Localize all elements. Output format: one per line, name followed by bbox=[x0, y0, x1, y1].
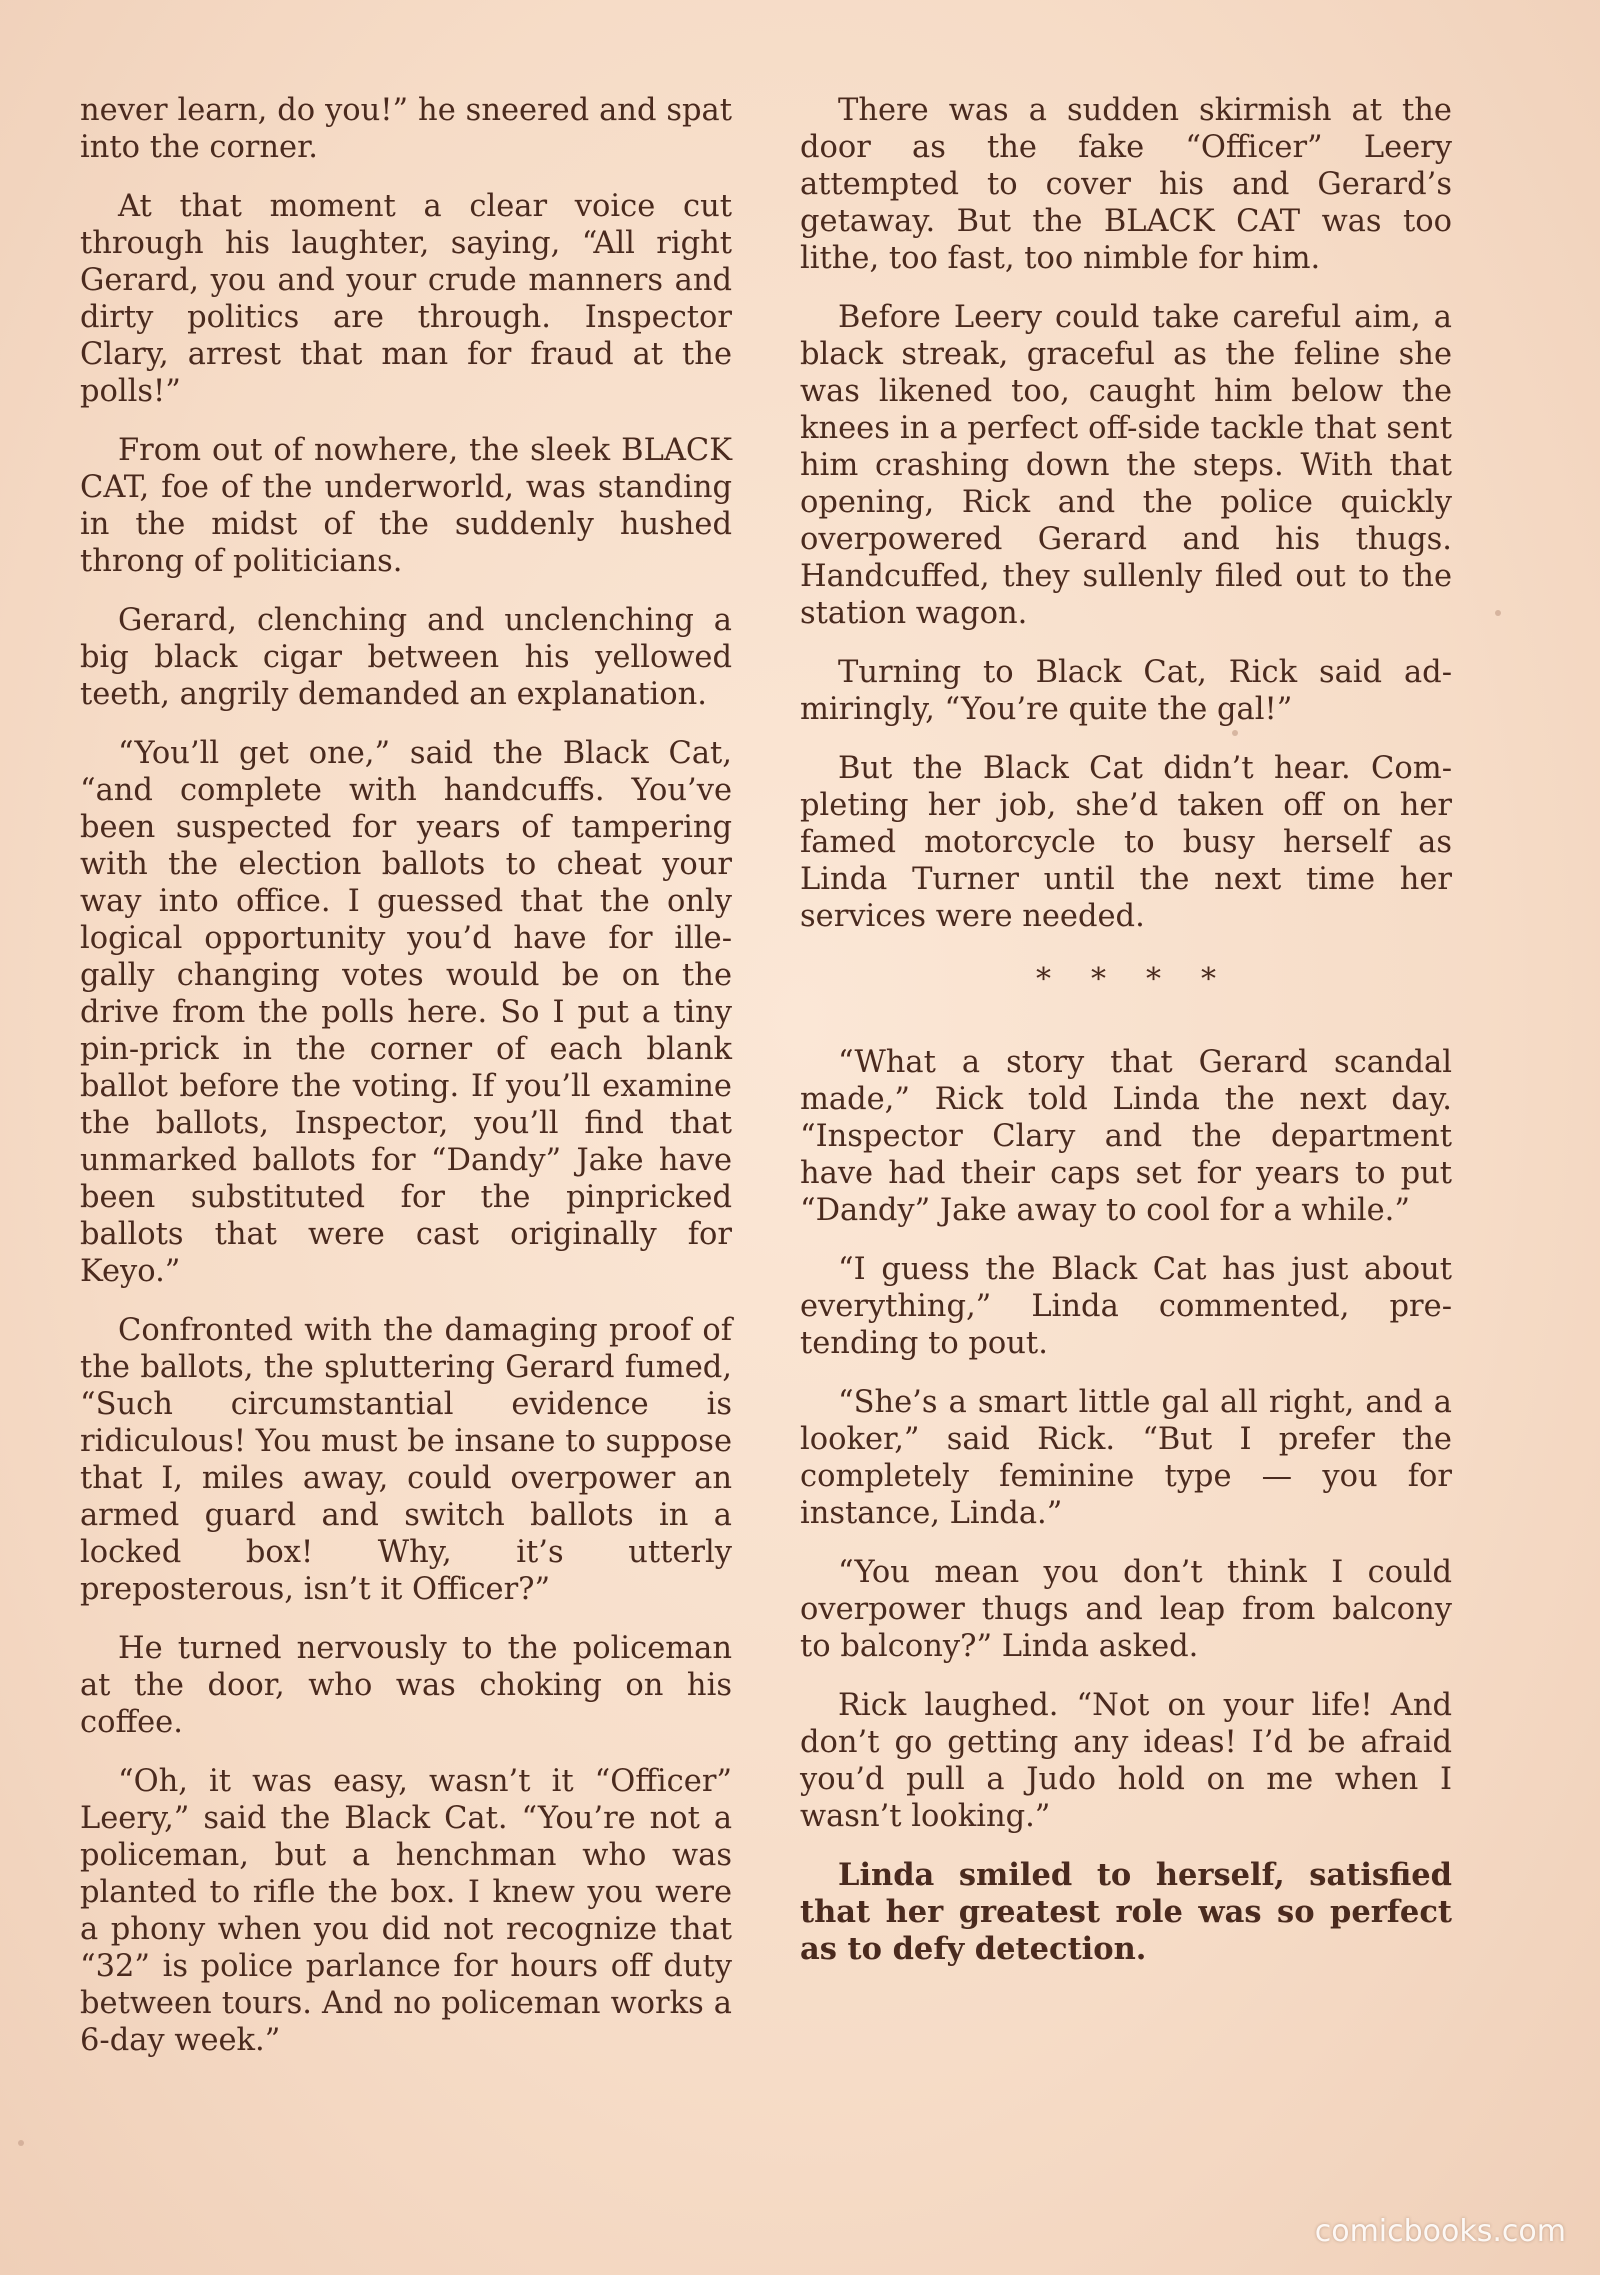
paragraph: He turned nervously to the policeman at the door, who was choking on his coffee. bbox=[80, 1631, 732, 1740]
paragraph: Before Leery could take careful aim, a black streak, graceful as the feline she was likened too, caught him below the knees in a perfect off-side tackle that sent him crashing down the steps. With that opening, Rick and the police quickly overpowered Gerard and his thugs. Handcuffed, they sullenly filed out to the station wagon. bbox=[800, 300, 1452, 631]
paragraph: But the Black Cat didn’t hear. Completing her job, she’d taken off on her famed motorcycle to busy herself as Linda Turner until the next time her services were needed. bbox=[800, 751, 1452, 934]
paragraph: “What a story that Gerard scandal made,” Rick told Linda the next day. “Inspector Clary and the department have had their caps set for years to put “Dandy” Jake away to cool for a while.” bbox=[800, 1045, 1452, 1228]
paragraph: Turning to Black Cat, Rick said admiringly, “You’re quite the gal!” bbox=[800, 655, 1452, 727]
paragraph: At that moment a clear voice cut through his laughter, saying, “All right Gerard, you and your crude manners and dirty politics are through. Inspector Clary, arrest that man for fraud at the polls!” bbox=[80, 189, 732, 409]
paragraph: “I guess the Black Cat has just about everything,” Linda commented, pretending to pout. bbox=[800, 1252, 1452, 1361]
paragraph: Confronted with the damaging proof of the ballots, the spluttering Gerard fumed, “Such circumstantial evidence is ridiculous! You must be insane to suppose that I, miles away, could overpower an armed guard and switch ballots in a locked box! Why, it’s utterly preposterous, isn’t it Officer?” bbox=[80, 1313, 732, 1607]
paragraph: “Oh, it was easy, wasn’t it “Officer” Leery,” said the Black Cat. “You’re not a policeman, but a henchman who was planted to rifle the box. I knew you were a phony when you did not recognize that “32” is police parlance for hours off duty between tours. And no policeman works a 6-day week.” bbox=[80, 1764, 732, 2058]
paper-speck bbox=[1495, 610, 1501, 616]
right-column bbox=[800, 92, 1452, 1990]
paragraph: Gerard, clenching and unclenching a big black cigar between his yellowed teeth, angrily demanded an explanation. bbox=[80, 603, 732, 712]
scene-break-separator: **** bbox=[1036, 962, 1256, 997]
paragraph: There was a sudden skirmish at the door as the fake “Officer” Leery attempted to cover his and Gerard’s getaway. But the BLACK CAT was too lithe, too fast, too nimble for him. bbox=[800, 93, 1452, 276]
paper-speck bbox=[1232, 730, 1238, 736]
left-column bbox=[80, 92, 732, 2081]
paragraph: “She’s a smart little gal all right, and a looker,” said Rick. “But I prefer the completely feminine type — you for instance, Linda.” bbox=[800, 1385, 1452, 1531]
paragraph: Rick laughed. “Not on your life! And don’t go getting any ideas! I’d be afraid you’d pull a Judo hold on me when I wasn’t looking.” bbox=[800, 1688, 1452, 1834]
paragraph: never learn, do you!” he sneered and spat into the corner. bbox=[80, 93, 732, 165]
paragraph: “You mean you don’t think I could overpower thugs and leap from balcony to balcony?” Linda asked. bbox=[800, 1555, 1452, 1664]
paper-speck bbox=[18, 2140, 24, 2146]
paragraph: From out of nowhere, the sleek BLACK CAT, foe of the underworld, was standing in the midst of the suddenly hushed throng of politicians. bbox=[80, 433, 732, 579]
paragraph: Linda smiled to herself, satisfied that her greatest role was so perfect as to defy detection. bbox=[800, 1857, 1452, 1967]
paragraph: “You’ll get one,” said the Black Cat, “and complete with handcuffs. You’ve been suspected for years of tampering with the election ballots to cheat your way into office. I guessed that the only logical opportunity you’d have for illegally changing votes would be on the drive from the polls here. So I put a tiny pin-prick in the corner of each blank ballot before the voting. If you’ll examine the ballots, Inspector, you’ll find that unmarked ballots for “Dandy” Jake have been substituted for the pinpricked ballots that were cast originally for Keyo.” bbox=[80, 736, 732, 1289]
watermark: comicbooks.com bbox=[1314, 2214, 1566, 2249]
